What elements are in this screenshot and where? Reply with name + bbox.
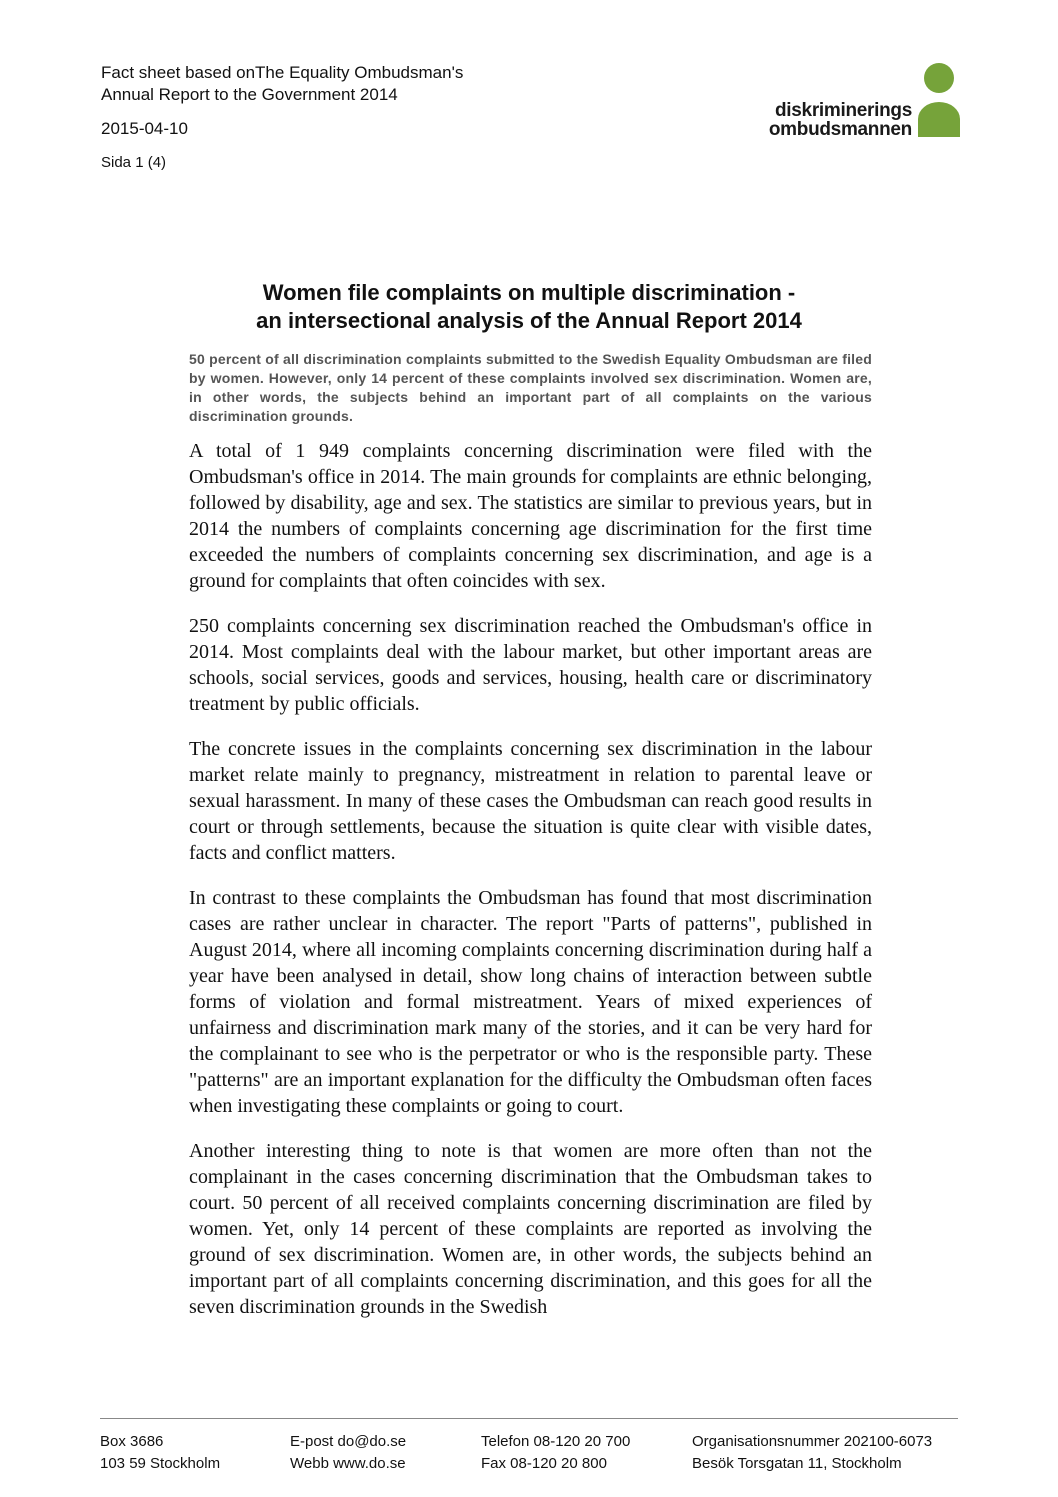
body-paragraph: 250 complaints concerning sex discrimination reached the Ombudsman's office in 2014. Most complaints deal with the labour market, but other important areas are schools, social services, goods and services, housing, health care or discriminatory treatment by public officials. [189,615,872,715]
footer-address [100,1431,220,1475]
body-paragraph: Another interesting thing to note is that women are more often than not the complainant in the cases concerning discrimination that the Ombudsman takes to court. 50 percent of all received complaints concerning discrimination are filed by women. Yet, only 14 percent of these complaints are reported as involving the ground of sex discrimination. Women are, in other words, the subjects behind an important part of all complaints concerning discrimination, and this goes for all the seven discrimination grounds in the Swedish [189,1140,872,1318]
logo-wordmark [769,101,912,139]
page-number: Sida 1 (4) [101,154,167,171]
footer-online [290,1431,406,1475]
body-paragraph: In contrast to these complaints the Ombudsman has found that most discrimination cases are rather unclear in character. The report "Parts of patterns", published in August 2014, where all incoming complaints concerning discrimination during half a year have been analysed in detail, show long chains of interaction between subtle forms of violation and formal mistreatment. Years of mixed experiences of unfairness and discrimination mark many of the stories, and it can be very hard for the complainant to see who is the perpetrator or who is the responsible party. These "patterns" are an important explanation for the difficulty the Ombudsman often faces when investigating these complaints or going to court. [189,887,872,1117]
logo-line-1: diskriminerings [775,100,912,121]
logo-line-2: ombudsmannen [768,119,912,140]
footer-visit-address: Besök Torsgatan 11, Stockholm [692,1455,902,1472]
header-line-2: Annual Report to the Government 2014 [101,85,398,104]
body-text [189,438,872,1339]
footer-telephone: Telefon 08-120 20 700 [481,1433,631,1450]
footer-phone [481,1431,630,1475]
body-paragraph: The concrete issues in the complaints concerning sex discrimination in the labour market relate mainly to pregnancy, mistreatment in relation to parental leave or sexual harassment. In many of these cases the Ombudsman can reach good results in court or through settlements, because the situation is quite clear with visible dates, facts and conflict matters. [189,738,872,864]
header-line-1: Fact sheet based onThe Equality Ombudsman's [101,63,464,82]
footer-web: Webb www.do.se [290,1455,406,1472]
body-paragraph: A total of 1 949 complaints concerning discrimination were filed with the Ombudsman's office in 2014. The main grounds for complaints are ethnic belonging, followed by disability, age and sex. The statistics are similar to previous years, but in 2014 the numbers of complaints concerning age discrimination for the first time exceeded the numbers of complaints concerning sex discrimination, and age is a ground for complaints that often coincides with sex. [189,440,872,592]
organization-logo [755,62,960,142]
footer-city: 103 59 Stockholm [100,1455,221,1472]
title-line-2: an intersectional analysis of the Annual Report 2014 [256,308,802,333]
title-line-1: Women file complaints on multiple discrimination - [262,280,796,305]
document-title [100,279,958,335]
footer-box: Box 3686 [100,1433,164,1450]
person-figure-icon [918,62,960,138]
footer-organization [692,1431,932,1475]
lead-paragraph: 50 percent of all discrimination complaints submitted to the Swedish Equality Ombudsman are filed by women. However, only 14 percent of these complaints involved sex discrimination. Women are, in other words, the subjects behind an important part of all complaints on the various discrimination grounds. [189,351,872,424]
footer-email: E-post do@do.se [290,1433,407,1450]
document-header-meta [101,62,463,174]
footer-divider [100,1418,958,1419]
footer-fax: Fax 08-120 20 800 [481,1455,607,1472]
footer-org-number: Organisationsnummer 202100-6073 [692,1433,933,1450]
header-date: 2015-04-10 [101,119,188,138]
